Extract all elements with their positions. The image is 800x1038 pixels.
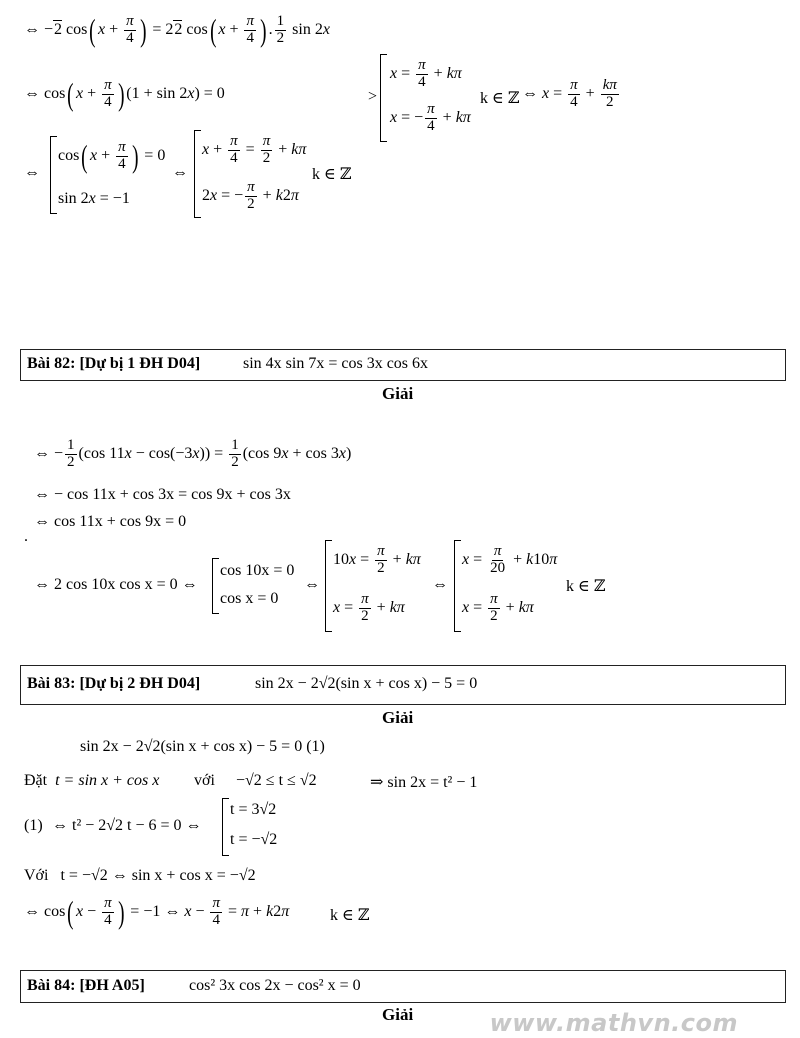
sol81-system3-row2: x = − $\frac{\pi}{4}$ + kπ <box>390 101 471 134</box>
sol81-k-in-z-2: k ∈ ℤ <box>312 166 352 183</box>
sol82-systemC-bracket <box>454 540 461 632</box>
problem82-label: Bài 82: [Dự bị 1 ĐH D04] <box>27 355 201 372</box>
sol83-set-row <box>24 772 159 790</box>
sol81-system2-row2: 2x = − $\frac{\pi}{2}$ + k2π <box>202 179 299 212</box>
problem84-label: Bài 84: [ĐH A05] <box>27 977 145 994</box>
solution82-heading: Giải <box>382 384 414 403</box>
sol81-system2-bracket <box>194 130 201 218</box>
solution83-heading: Giải <box>382 708 414 727</box>
sol81-line3-lead: ⇔ <box>24 164 40 181</box>
sol82-line2: ⇔ − cos 11x + cos 3x = cos 9x + cos 3x <box>34 486 291 503</box>
sol81-system1-row1: cos( x + $\frac{\pi}{4}$ ) = 0 <box>58 138 166 175</box>
problem83-box <box>20 665 786 705</box>
sol82-line4-lead: ⇔ 2 cos 10x cos x = 0 ⇔ <box>34 576 198 593</box>
problem83-label: Bài 83: [Dự bị 2 ĐH D04] <box>27 675 201 692</box>
sol82-systemA-row1: cos 10x = 0 <box>220 562 295 579</box>
sol83-with-t-expr: t = −√2 ⇔ sin x + cos x = −√2 <box>60 867 256 884</box>
problem84-equation: cos² 3x cos 2x − cos² x = 0 <box>189 977 361 994</box>
sol81-system1-row2: sin 2x = −1 <box>58 190 130 207</box>
sol81-line1: ⇔ −2 cos( x + $\frac{\pi}{4}$ ) = 22 cos( x + $\frac{\pi}{4}$ ) . $\frac{1}{2}$ sin 2x <box>24 12 330 49</box>
sol81-equiv: ⇔ <box>172 164 188 181</box>
sol81-arrow: > <box>368 88 378 105</box>
sol82-systemC-row2: x = $\frac{\pi}{2}$ + kπ <box>462 591 534 624</box>
problem82-equation: sin 4x sin 7x = cos 3x cos 6x <box>243 355 429 372</box>
sol82-systemB-row1: 10x = $\frac{\pi}{2}$ + kπ <box>333 543 421 576</box>
problem82-box <box>20 349 786 381</box>
sol83-t-row2: t = −√2 <box>230 831 278 848</box>
sol82-k-in-z: k ∈ ℤ <box>566 578 606 595</box>
sol83-set-word: Đặt <box>24 772 48 789</box>
sol82-systemC-row1: x = $\frac{\pi}{20}$ + k10π <box>462 543 558 576</box>
sol83-with-t-row <box>24 867 256 885</box>
sol82-line1: ⇔ − $\frac{1}{2}$ (cos 11x − cos(−3x)) = $\frac{1}{2}$ (cos 9x + cos 3x) <box>34 437 352 470</box>
sol83-with-word: với <box>194 772 215 789</box>
sol83-k-in-z: k ∈ ℤ <box>330 907 370 924</box>
sol82-systemB-bracket <box>325 540 332 632</box>
sol83-with-t: Với <box>24 867 49 884</box>
sol82-equivC: ⇔ <box>432 576 448 593</box>
problem83-equation: sin 2x − 2√2(sin x + cos x) − 5 = 0 <box>255 675 478 692</box>
sol81-system3-bracket <box>380 54 387 142</box>
sol83-implies: ⇒ sin 2x = t² − 1 <box>370 774 478 791</box>
watermark-text: www.mathvn.com <box>489 1009 738 1037</box>
sol81-system2-row1: x + $\frac{\pi}{4}$ = $\frac{\pi}{2}$ + kπ <box>202 133 307 166</box>
sol83-final: ⇔ cos( x − $\frac{\pi}{4}$ ) = −1 ⇔ x − $\frac{\pi}{4}$ = π + k2π <box>24 894 290 931</box>
sol82-systemB-row2: x = $\frac{\pi}{2}$ + kπ <box>333 591 405 624</box>
sol83-set-expr: t = sin x + cos x <box>55 772 160 789</box>
sol81-line2: ⇔ cos( x + $\frac{\pi}{4}$ ) (1 + sin 2x) = 0 <box>24 76 225 113</box>
sol83-eq-label: (1) <box>24 817 43 834</box>
problem84-box <box>20 970 786 1003</box>
sol83-t-bracket <box>222 798 229 856</box>
sol81-system1-bracket <box>50 136 57 214</box>
sol83-eq-t: ⇔ t² − 2√2 t − 6 = 0 ⇔ <box>52 817 202 834</box>
sol81-k-in-z-1: k ∈ ℤ <box>480 90 520 107</box>
sol83-eq1: sin 2x − 2√2(sin x + cos x) − 5 = 0 (1) <box>80 738 325 755</box>
sol82-equivB: ⇔ <box>304 576 320 593</box>
sol83-range: −√2 ≤ t ≤ √2 <box>236 772 317 789</box>
sol81-result: ⇔ x = $\frac{\pi}{4}$ + $\frac{k\pi}{2}$ <box>522 77 617 110</box>
sol82-systemA-row2: cos x = 0 <box>220 590 279 607</box>
sol82-systemA-bracket <box>212 558 219 614</box>
sol83-t-row1: t = 3√2 <box>230 801 277 818</box>
sol81-system3-row1: x = $\frac{\pi}{4}$ + kπ <box>390 57 462 90</box>
sol82-line3: ⇔ cos 11x + cos 9x = 0 <box>34 513 187 530</box>
solution84-heading: Giải <box>382 1005 414 1024</box>
sol82-dot: . <box>24 528 28 545</box>
